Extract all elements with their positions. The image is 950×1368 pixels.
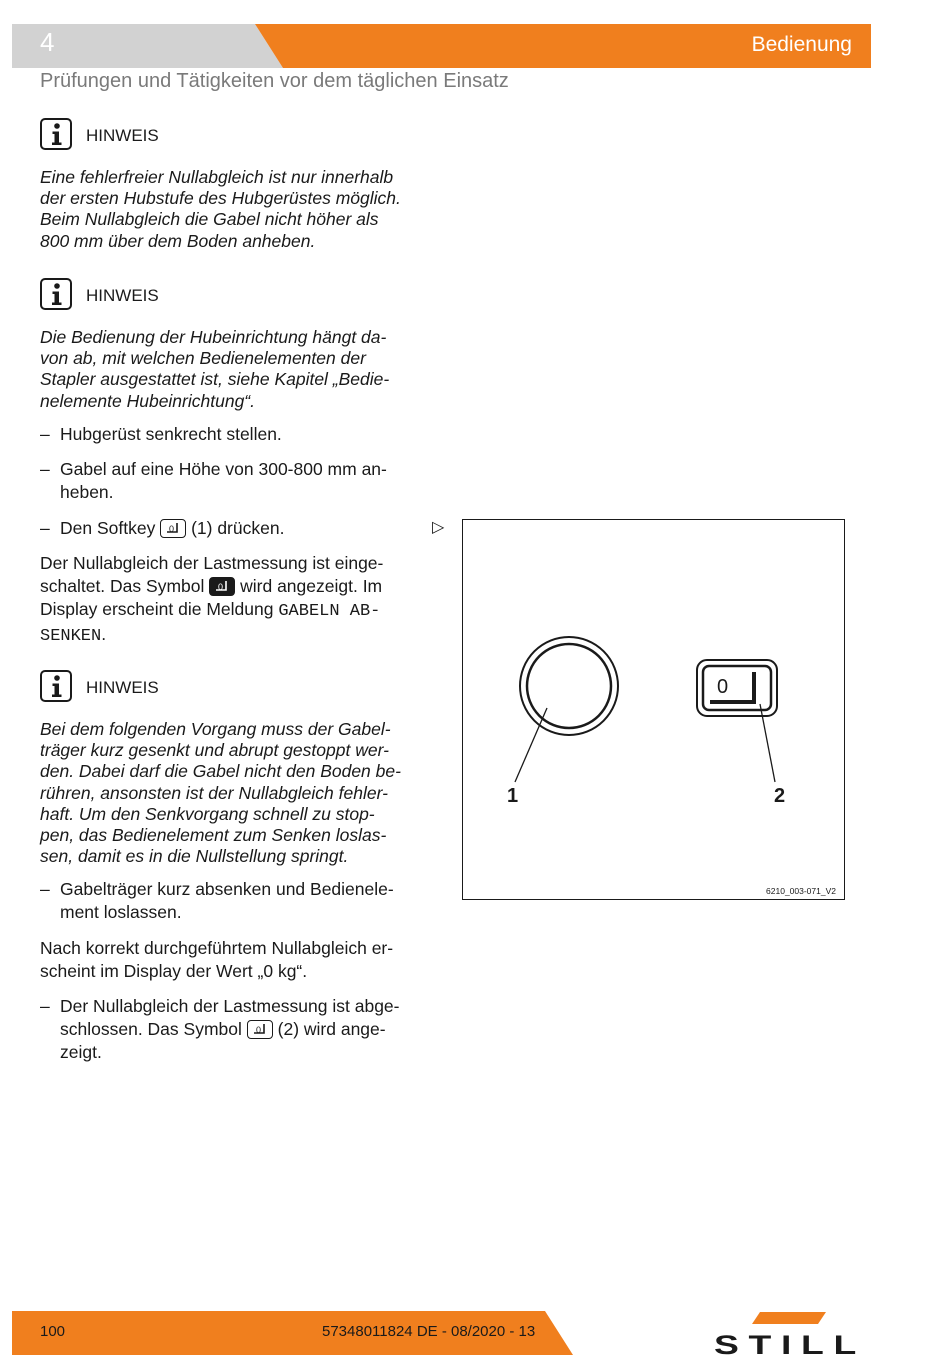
step-text: heben. bbox=[60, 482, 114, 502]
info-icon bbox=[40, 278, 72, 310]
para-line: Nach korrekt durchgeführtem Nullabgleich er- bbox=[40, 938, 394, 958]
para-line bbox=[40, 575, 430, 598]
dash: – bbox=[40, 879, 50, 899]
step-text-part: Den Softkey bbox=[60, 518, 156, 538]
step-5 bbox=[40, 995, 420, 1064]
zero-symbol-filled-icon bbox=[209, 577, 235, 596]
dash: – bbox=[40, 459, 50, 479]
logo-wordmark: STILL bbox=[714, 1330, 866, 1358]
note-line: Beim Nullabgleich die Gabel nicht höher als bbox=[40, 209, 379, 230]
note-line: Eine fehlerfreier Nullabgleich ist nur innerhalb bbox=[40, 167, 394, 187]
step-text-part: schlossen. Das Symbol bbox=[60, 1019, 242, 1039]
note-line: den. Dabei darf die Gabel nicht den Boden be- bbox=[40, 761, 401, 782]
dash: – bbox=[40, 424, 50, 444]
para-part: schaltet. Das Symbol bbox=[40, 576, 205, 596]
note-line: 800 mm über dem Boden anheben. bbox=[40, 230, 316, 251]
callout-1: 1 bbox=[507, 785, 519, 807]
para-line: scheint im Display der Wert „0 kg“. bbox=[40, 961, 308, 981]
note-2-text bbox=[40, 327, 430, 412]
step-text: Gabelträger kurz absenken und Bedienele- bbox=[60, 879, 394, 899]
key-zero-label: 0 bbox=[717, 676, 729, 698]
step-text: zeigt. bbox=[60, 1042, 102, 1062]
svg-text:0: 0 bbox=[255, 1025, 261, 1035]
para-line: Der Nullabgleich der Lastmessung ist einge- bbox=[40, 553, 384, 573]
paragraph-zero-done bbox=[40, 937, 430, 983]
note-line: von ab, mit welchen Bedienelementen der bbox=[40, 348, 366, 369]
para-part: wird angezeigt. Im bbox=[240, 576, 383, 596]
display-message: SENKEN bbox=[40, 627, 102, 646]
figure-reference-marker: ▷ bbox=[432, 519, 445, 536]
note-line: pen, das Bedienelement zum Senken loslas- bbox=[40, 825, 387, 846]
step-text bbox=[60, 517, 420, 540]
note-3-text bbox=[40, 719, 430, 867]
note-1-text bbox=[40, 167, 430, 252]
note-label: HINWEIS bbox=[86, 126, 159, 145]
svg-text:0: 0 bbox=[169, 524, 175, 534]
page-number: 100 bbox=[40, 1323, 66, 1340]
note-line: rühren, ansonsten ist der Nullabgleich fehler- bbox=[40, 782, 388, 803]
callout-leader-1 bbox=[515, 708, 547, 782]
note-line: Stapler ausgestattet ist, siehe Kapitel „Bedie- bbox=[40, 369, 390, 390]
step-text-part: (1) drücken. bbox=[191, 518, 285, 538]
step-3 bbox=[40, 517, 420, 540]
step-text: Der Nullabgleich der Lastmessung ist abge- bbox=[60, 996, 400, 1016]
page-subtitle: Prüfungen und Tätigkeiten vor dem täglichen Einsatz bbox=[40, 70, 509, 92]
document-reference: 57348011824 DE - 08/2020 - 13 bbox=[322, 1323, 536, 1340]
round-button-icon bbox=[520, 637, 618, 735]
step-1 bbox=[40, 423, 420, 446]
note-line: sen, damit es in die Nullstellung springt. bbox=[40, 846, 349, 867]
zero-softkey-large-icon bbox=[697, 660, 777, 716]
zero-softkey-icon bbox=[160, 519, 186, 538]
still-logo bbox=[712, 1310, 872, 1363]
note-line: nelemente Hubeinrichtung“. bbox=[40, 390, 255, 411]
step-text: Hubgerüst senkrecht stellen. bbox=[60, 424, 282, 444]
para-line bbox=[40, 623, 430, 648]
chapter-number: 4 bbox=[40, 27, 55, 57]
para-part: . bbox=[101, 624, 107, 644]
note-label: HINWEIS bbox=[86, 286, 159, 305]
step-text-part: (2) wird ange- bbox=[277, 1019, 386, 1039]
para-part: Display erscheint die Meldung bbox=[40, 599, 274, 619]
section-title: Bedienung bbox=[751, 33, 852, 56]
info-icon bbox=[40, 118, 72, 150]
dash: – bbox=[40, 518, 50, 538]
note-label: HINWEIS bbox=[86, 678, 159, 697]
zero-softkey-icon bbox=[247, 1020, 273, 1039]
display-message: GABELN AB- bbox=[278, 602, 381, 621]
figure-softkey-diagram bbox=[462, 519, 845, 900]
step-text: ment loslassen. bbox=[60, 902, 182, 922]
para-line bbox=[40, 598, 430, 623]
note-line: träger kurz gesenkt und abrupt gestoppt wer- bbox=[40, 740, 389, 761]
callout-2: 2 bbox=[774, 785, 786, 807]
dash: – bbox=[40, 996, 50, 1016]
step-text bbox=[60, 1018, 420, 1041]
paragraph-zero-enabled bbox=[40, 552, 430, 648]
note-line: Die Bedienung der Hubeinrichtung hängt da- bbox=[40, 327, 387, 347]
note-line: haft. Um den Senkvorgang schnell zu stop- bbox=[40, 803, 375, 824]
step-2 bbox=[40, 458, 420, 504]
svg-text:0: 0 bbox=[218, 582, 224, 592]
step-text: Gabel auf eine Höhe von 300-800 mm an- bbox=[60, 459, 387, 479]
figure-code: 6210_003-071_V2 bbox=[766, 886, 836, 896]
note-line: Bei dem folgenden Vorgang muss der Gabel- bbox=[40, 719, 391, 739]
step-4 bbox=[40, 878, 420, 924]
note-line: der ersten Hubstufe des Hubgerüstes möglich. bbox=[40, 188, 401, 209]
info-icon bbox=[40, 670, 72, 702]
